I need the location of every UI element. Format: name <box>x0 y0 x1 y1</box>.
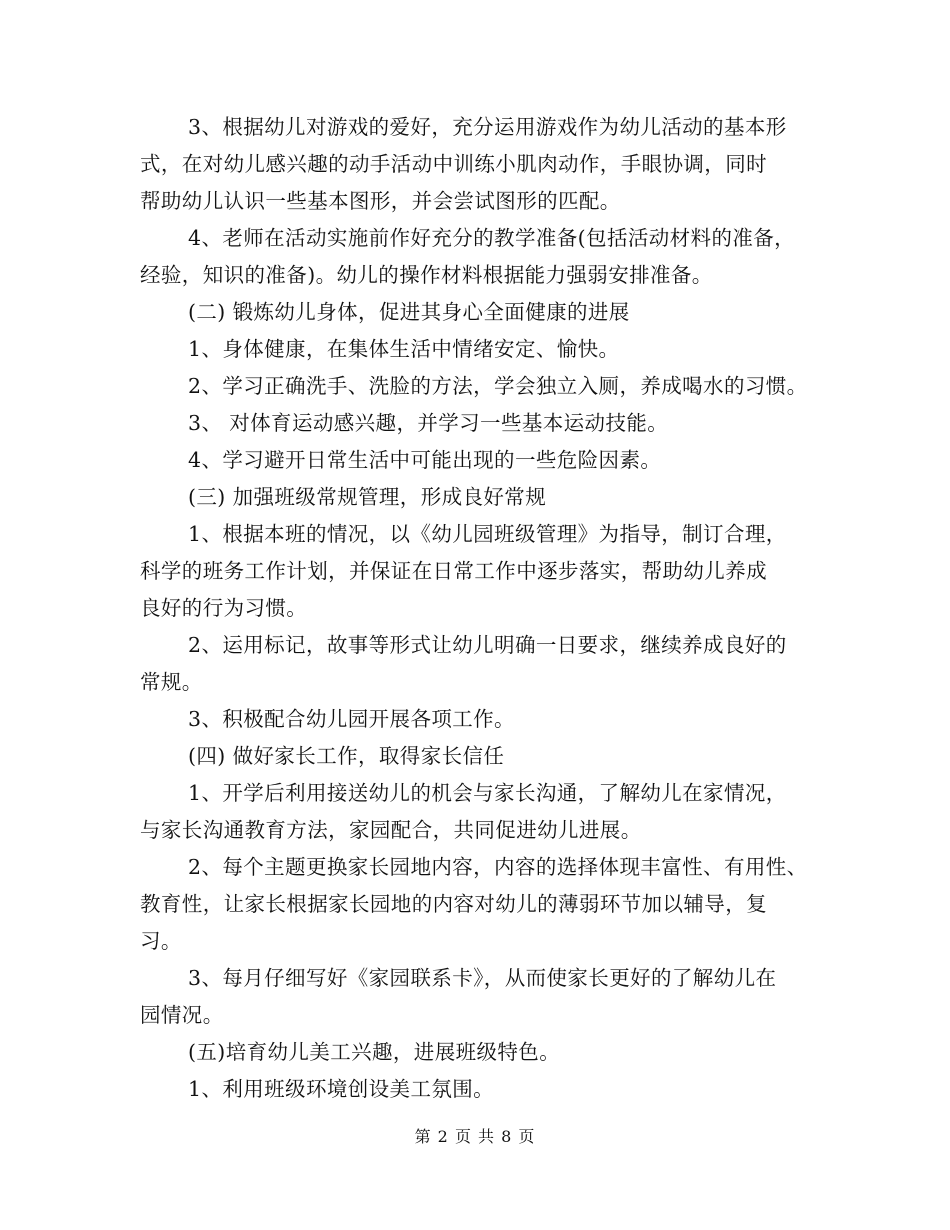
list-item: 2、运用标记，故事等形式让幼儿明确一日要求，继续养成良好的 <box>188 633 787 657</box>
list-item-continuation: 科学的班务工作计划，并保证在日常工作中逐步落实，帮助幼儿养成 <box>140 559 767 583</box>
list-item-continuation: 教育性，让家长根据家长园地的内容对幼儿的薄弱环节加以辅导，复 <box>140 892 767 916</box>
list-item: 4、学习避开日常生活中可能出现的一些危险因素。 <box>188 448 662 472</box>
list-item: 3、 对体育运动感兴趣，并学习一些基本运动技能。 <box>188 411 669 435</box>
list-item: 1、根据本班的情况，以《幼儿园班级管理》为指导，制订合理， <box>188 522 787 546</box>
list-item: 1、身体健康，在集体生活中情绪安定、愉快。 <box>188 337 620 361</box>
list-item-continuation: 常规。 <box>140 670 203 694</box>
list-item: 3、积极配合幼儿园开展各项工作。 <box>188 707 515 731</box>
list-item-continuation: 习。 <box>140 929 182 953</box>
paragraph-4-line-2: 经验，知识的准备)。幼儿的操作材料根据能力强弱安排准备。 <box>140 263 713 287</box>
list-item: 2、学习正确洗手、洗脸的方法，学会独立入厕，养成喝水的习惯。 <box>188 374 808 398</box>
list-item: 2、每个主题更换家长园地内容，内容的选择体现丰富性、有用性、 <box>188 855 808 879</box>
list-item-continuation: 良好的行为习惯。 <box>140 596 308 620</box>
list-item: 3、每月仔细写好《家园联系卡》，从而使家长更好的了解幼儿在 <box>188 966 777 990</box>
section-heading-5: (五)培育幼儿美工兴趣，进展班级特色。 <box>188 1040 561 1064</box>
page-number-footer: 第 2 页 共 8 页 <box>414 1127 536 1146</box>
paragraph-3-line-1: 3、根据幼儿对游戏的爱好，充分运用游戏作为幼儿活动的基本形 <box>188 115 787 139</box>
section-heading-3: (三) 加强班级常规管理，形成良好常规 <box>188 485 547 509</box>
paragraph-3-line-2: 式，在对幼儿感兴趣的动手活动中训练小肌肉动作，手眼协调，同时 <box>140 152 767 176</box>
list-item-continuation: 与家长沟通教育方法，家园配合，共同促进幼儿进展。 <box>140 818 642 842</box>
list-item-continuation: 园情况。 <box>140 1003 224 1027</box>
list-item: 1、开学后利用接送幼儿的机会与家长沟通，了解幼儿在家情况， <box>188 781 787 805</box>
section-heading-4: (四) 做好家长工作，取得家长信任 <box>188 744 505 768</box>
paragraph-3-line-3: 帮助幼儿认识一些基本图形，并会尝试图形的匹配。 <box>140 189 621 213</box>
section-heading-2: (二) 锻炼幼儿身体，促进其身心全面健康的进展 <box>188 300 630 324</box>
paragraph-4-line-1: 4、老师在活动实施前作好充分的教学准备(包括活动材料的准备， <box>188 226 796 250</box>
list-item: 1、利用班级环境创设美工氛围。 <box>188 1077 495 1101</box>
